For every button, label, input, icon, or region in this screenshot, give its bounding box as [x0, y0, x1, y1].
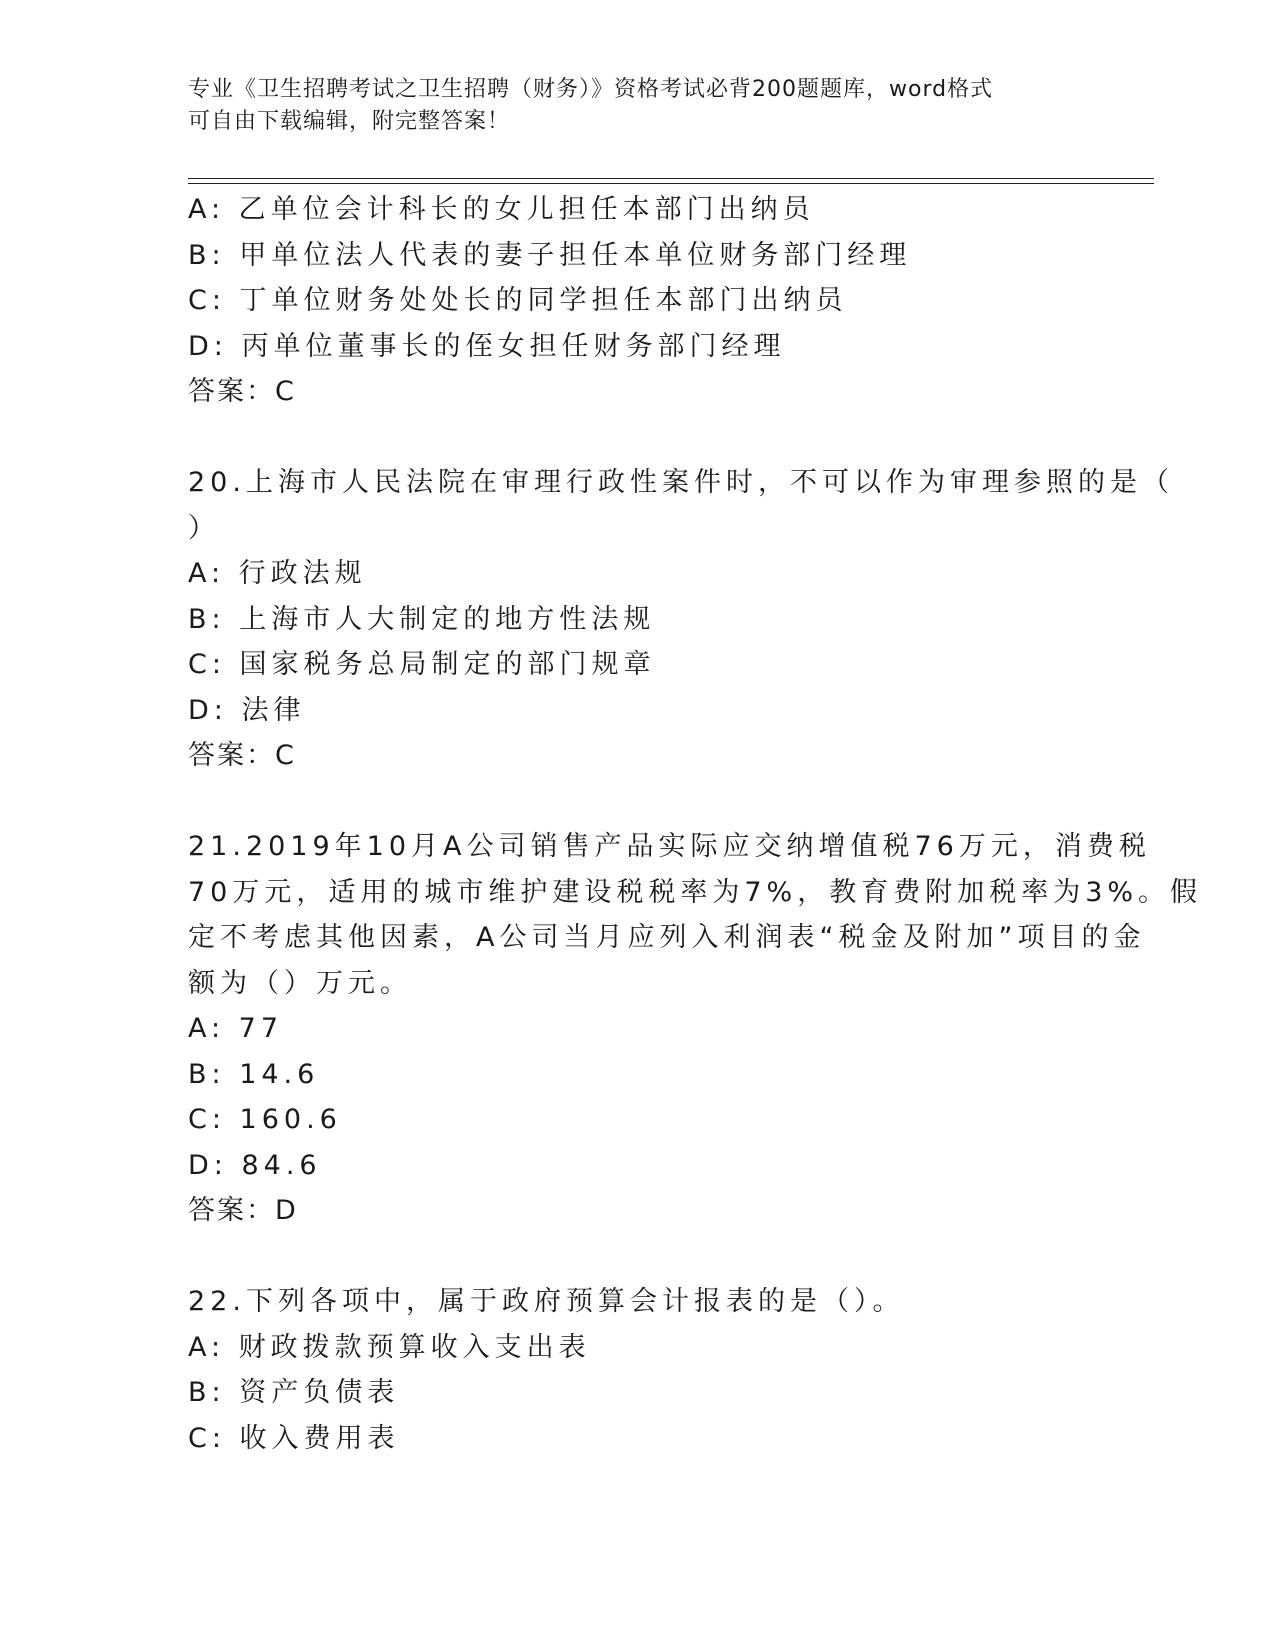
option-b: B: 资产负债表	[188, 1377, 400, 1408]
spacer	[188, 415, 1088, 461]
answer: 答案：C	[188, 740, 296, 771]
question-stem-line: 22.下列各项中，属于政府预算会计报表的是（）。	[188, 1286, 905, 1317]
option-d: D: 丙单位董事长的侄女担任财务部门经理	[188, 330, 786, 362]
option-d: D: 84.6	[188, 1149, 322, 1181]
option-c: C: 国家税务总局制定的部门规章	[188, 649, 656, 680]
question-stem-line: ）	[188, 512, 220, 544]
option-a: A: 财政拨款预算收入支出表	[188, 1331, 591, 1363]
option-d: D: 法律	[188, 694, 306, 726]
option-b: B: 甲单位法人代表的妻子担任本单位财务部门经理	[188, 239, 912, 271]
question-stem-line: 20.上海市人民法院在审理行政性案件时，不可以作为审理参照的是（	[188, 467, 1174, 498]
option-c: C: 丁单位财务处处长的同学担任本部门出纳员	[188, 285, 848, 316]
question-21	[188, 824, 1203, 1234]
question-stem-line: 70万元，适用的城市维护建设税税率为7%，教育费附加税率为3%。假	[188, 876, 1203, 908]
question-stem-line: 21.2019年10月A公司销售产品实际应交纳增值税76万元，消费税	[188, 831, 1151, 862]
question-stem-line: 额为（）万元。	[188, 967, 412, 999]
spacer	[188, 779, 1088, 825]
question-19	[188, 187, 1088, 415]
option-a: A: 行政法规	[188, 558, 367, 589]
option-c: C: 收入费用表	[188, 1422, 400, 1454]
answer: 答案：D	[188, 1195, 298, 1226]
header-divider-top	[188, 178, 1154, 179]
option-b: B: 14.6	[188, 1058, 320, 1090]
question-20	[188, 460, 1174, 779]
spacer	[188, 1234, 1088, 1280]
question-list	[188, 187, 1203, 1461]
header-divider-bottom	[188, 183, 1154, 184]
answer: 答案：C	[188, 376, 296, 407]
option-a: A: 乙单位会计科长的女儿担任本部门出纳员	[188, 194, 815, 225]
question-stem-line: 定不考虑其他因素，A公司当月应列入利润表“税金及附加”项目的金	[188, 922, 1146, 953]
option-c: C: 160.6	[188, 1104, 342, 1135]
option-a: A: 77	[188, 1013, 284, 1044]
question-22	[188, 1279, 1088, 1461]
option-b: B: 上海市人大制定的地方性法规	[188, 603, 656, 635]
header-line-2: 可自由下载编辑，附完整答案！	[188, 109, 511, 134]
document-header	[188, 74, 1088, 138]
header-line-1: 专业《卫生招聘考试之卫生招聘（财务）》资格考试必背200题题库，word格式	[188, 77, 994, 102]
